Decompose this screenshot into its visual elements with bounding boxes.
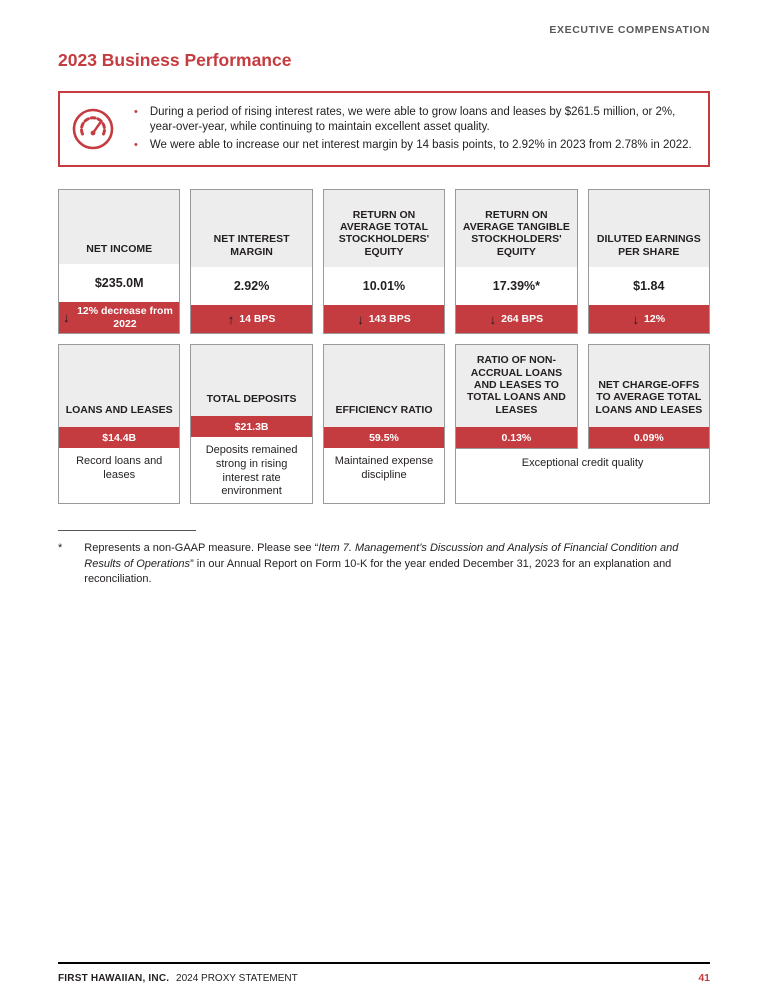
footer-divider	[58, 962, 710, 964]
metrics-grid-row2	[58, 344, 710, 504]
metric-value-banner: 0.09%	[589, 427, 709, 448]
metric-label: EFFICIENCY RATIO	[324, 345, 444, 427]
shared-metric-note: Exceptional credit quality	[455, 449, 710, 504]
metric-card-loans-leases	[58, 344, 180, 504]
metric-change-banner	[59, 302, 179, 333]
metric-label: NET CHARGE-OFFS TO AVERAGE TOTAL LOANS AND LEASES	[589, 345, 709, 427]
metric-change-banner	[589, 305, 709, 333]
metric-card-net-income	[58, 189, 180, 334]
section-header: EXECUTIVE COMPENSATION	[549, 24, 710, 36]
metric-value: $1.84	[589, 267, 709, 305]
footnote-divider	[58, 530, 196, 531]
metric-card-nonaccrual-ratio	[455, 344, 577, 449]
metric-value-banner: 59.5%	[324, 427, 444, 448]
footnote-marker: *	[58, 542, 63, 555]
metric-label: RATIO OF NON-ACCRUAL LOANS AND LEASES TO TOTAL LOANS AND LEASES	[456, 345, 576, 427]
metric-value: 17.39%*	[456, 267, 576, 305]
highlight-text: During a period of rising interest rates, we were able to grow loans and leases by $261.5 million, or 2%, year-over-year, while continuing to maintain excellent asset quality.	[149, 106, 676, 134]
gauge-icon	[72, 108, 114, 150]
metric-change-text: 12% decrease from 2022	[77, 305, 173, 330]
metric-value-banner: $21.3B	[191, 416, 311, 437]
metric-change-text: 143 BPS	[368, 312, 411, 325]
metric-card-diluted-eps	[588, 189, 710, 334]
metrics-grid-row1	[58, 189, 710, 334]
page-title: 2023 Business Performance	[58, 50, 292, 70]
footnote-text: Represents a non-GAAP measure. Please see “Item 7. Management’s Discussion and Analysis of Financial Condition and Results of Operations” in our Annual Report on Form 10-K for the year ended December 31, 2023 for an explanation and reconciliation.	[84, 542, 679, 586]
highlight-text: We were able to increase our net interest margin by 14 basis points, to 2.92% in 2023 from 2.78% in 2022.	[149, 138, 692, 151]
metric-change-banner	[191, 305, 311, 333]
arrow-down-icon: ↓	[63, 310, 70, 326]
bullet-icon: •	[134, 138, 138, 151]
footer-left	[58, 973, 298, 984]
metric-value-banner: 0.13%	[456, 427, 576, 448]
metric-change-text: 12%	[644, 312, 666, 325]
metric-card-return-avg-total-equity	[323, 189, 445, 334]
metric-change-banner	[324, 305, 444, 333]
metric-card-net-interest-margin	[190, 189, 312, 334]
footer-row	[58, 972, 710, 984]
metric-card-return-avg-tangible-equity	[455, 189, 577, 334]
footer-brand: FIRST HAWAIIAN, INC.	[58, 973, 170, 984]
metric-label: NET INTEREST MARGIN	[191, 190, 311, 267]
highlights-list	[130, 105, 694, 153]
page-footer	[58, 962, 710, 984]
metric-value: 10.01%	[324, 267, 444, 305]
arrow-down-icon: ↓	[632, 311, 640, 327]
credit-quality-group	[455, 344, 710, 504]
metric-label: NET INCOME	[59, 190, 179, 264]
footer-document-title: 2024 PROXY STATEMENT	[176, 973, 298, 984]
metric-note: Maintained expense discipline	[324, 448, 444, 503]
arrow-down-icon: ↓	[357, 311, 364, 327]
metric-label: DILUTED EARNINGS PER SHARE	[589, 190, 709, 267]
metric-value: $235.0M	[59, 264, 179, 302]
metric-card-total-deposits	[190, 344, 312, 504]
footnote	[58, 541, 710, 588]
arrow-up-icon: ↑	[227, 311, 235, 327]
page-number: 41	[698, 972, 710, 984]
metric-change-text: 14 BPS	[239, 312, 276, 325]
metric-change-text: 264 BPS	[501, 312, 544, 325]
metric-card-efficiency-ratio	[323, 344, 445, 504]
arrow-down-icon: ↓	[489, 311, 497, 327]
highlight-item	[130, 138, 694, 153]
metric-note: Record loans and leases	[59, 448, 179, 503]
metric-label: LOANS AND LEASES	[59, 345, 179, 427]
metric-label: RETURN ON AVERAGE TOTAL STOCKHOLDERS' EQUITY	[324, 190, 444, 267]
metric-label: TOTAL DEPOSITS	[191, 345, 311, 416]
metric-note: Deposits remained strong in rising interest rate environment	[191, 437, 311, 503]
metric-value-banner: $14.4B	[59, 427, 179, 448]
bullet-icon: •	[134, 106, 138, 118]
highlights-callout	[58, 91, 710, 167]
metric-value: 2.92%	[191, 267, 311, 305]
metric-change-banner	[456, 305, 576, 333]
metric-label: RETURN ON AVERAGE TANGIBLE STOCKHOLDERS' EQUITY	[456, 190, 576, 267]
metric-card-net-chargeoffs	[588, 344, 710, 449]
footnote-italic-reference: Item 7. Management’s Discussion and Analysis of Financial Condition and Results of Operations	[84, 542, 679, 570]
highlight-item	[130, 105, 694, 136]
